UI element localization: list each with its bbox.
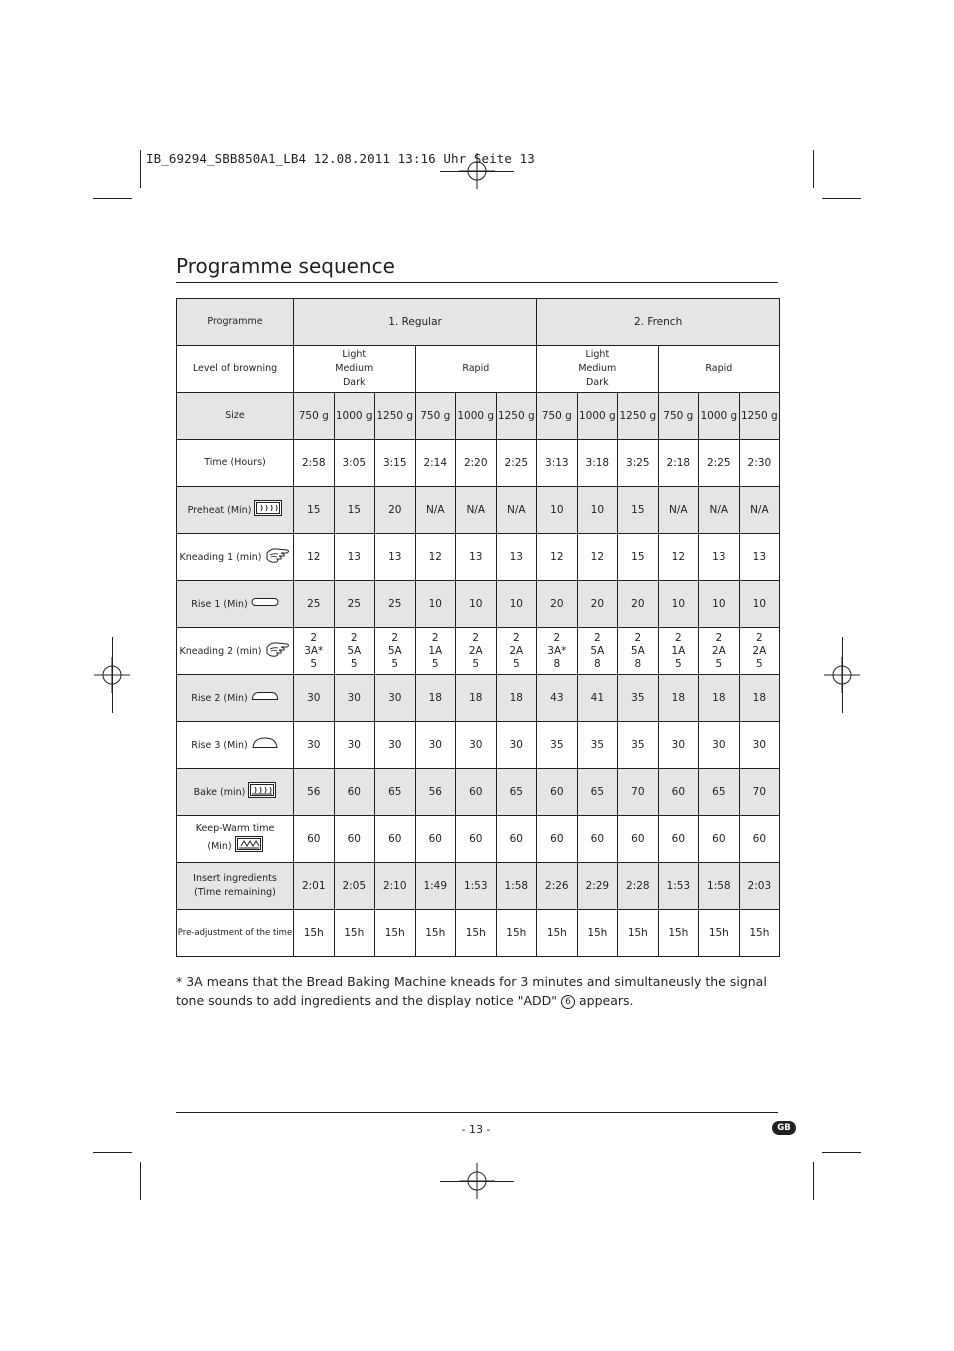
table-cell xyxy=(739,628,780,675)
table-cell: 60 xyxy=(334,769,375,816)
keep-warm-icon xyxy=(235,836,263,857)
table-cell: 2:20 xyxy=(456,440,497,487)
circled-number: 6 xyxy=(561,995,575,1009)
bake-element-icon xyxy=(248,782,276,803)
table-cell: 25 xyxy=(294,581,335,628)
table-cell: 13 xyxy=(456,534,497,581)
size-cell: 750 g xyxy=(537,393,578,440)
table-cell: 1:49 xyxy=(415,863,456,910)
crop-mark xyxy=(93,1152,132,1153)
size-cell: 750 g xyxy=(658,393,699,440)
table-cell: 25 xyxy=(375,581,416,628)
table-cell: 30 xyxy=(739,722,780,769)
table-cell: 30 xyxy=(334,722,375,769)
table-cell xyxy=(496,628,537,675)
row-label xyxy=(177,675,294,722)
table-cell: 30 xyxy=(658,722,699,769)
browning-levels-french xyxy=(537,346,659,393)
table-cell: 10 xyxy=(658,581,699,628)
table-cell: 15 xyxy=(294,487,335,534)
cell-line: 5 xyxy=(431,657,439,670)
table-cell: 30 xyxy=(415,722,456,769)
table-row xyxy=(177,769,780,816)
table-cell: 15h xyxy=(456,910,497,957)
table-cell: 65 xyxy=(699,769,740,816)
table-cell xyxy=(375,628,416,675)
table-cell: 2:05 xyxy=(334,863,375,910)
table-cell: 15 xyxy=(618,534,659,581)
table-row xyxy=(177,581,780,628)
row-label xyxy=(177,581,294,628)
row-label-text: Keep-Warm time xyxy=(195,822,275,834)
crop-mark xyxy=(112,637,113,713)
row-label xyxy=(177,863,294,910)
table-cell: 3:05 xyxy=(334,440,375,487)
table-cell xyxy=(334,628,375,675)
table-cell: 65 xyxy=(577,769,618,816)
table-cell: 12 xyxy=(415,534,456,581)
footer-divider xyxy=(176,1112,778,1113)
size-cell: 1000 g xyxy=(334,393,375,440)
table-cell: 12 xyxy=(658,534,699,581)
size-cell: 1250 g xyxy=(618,393,659,440)
row-label-text: (Time remaining) xyxy=(194,887,276,898)
cell-line: 2A xyxy=(509,644,524,657)
table-cell: 35 xyxy=(618,675,659,722)
table-cell: 13 xyxy=(739,534,780,581)
crop-mark xyxy=(842,637,843,713)
programme-label: Programme xyxy=(177,299,294,346)
table-cell: 10 xyxy=(699,581,740,628)
dough-risen-icon xyxy=(251,737,279,754)
footnote xyxy=(176,972,786,1010)
table-cell: 60 xyxy=(456,816,497,863)
table-row xyxy=(177,910,780,957)
row-label-text: Rise 2 (Min) xyxy=(191,692,248,704)
table-cell: 35 xyxy=(537,722,578,769)
table-cell: N/A xyxy=(658,487,699,534)
table-cell: 1:58 xyxy=(496,863,537,910)
table-cell: 60 xyxy=(537,816,578,863)
dough-flat-icon xyxy=(251,596,279,613)
cell-line: 5 xyxy=(472,657,480,670)
table-cell: 18 xyxy=(658,675,699,722)
row-label-text: Kneading 2 (min) xyxy=(179,645,262,657)
crop-mark xyxy=(140,150,141,188)
table-cell: N/A xyxy=(739,487,780,534)
size-cell: 1250 g xyxy=(496,393,537,440)
size-cell: 1000 g xyxy=(456,393,497,440)
row-label xyxy=(177,816,294,863)
table-cell: 20 xyxy=(537,581,578,628)
table-cell: 30 xyxy=(375,722,416,769)
table-cell: 60 xyxy=(537,769,578,816)
row-label xyxy=(177,769,294,816)
table-cell: 2:26 xyxy=(537,863,578,910)
table-cell: 60 xyxy=(618,816,659,863)
table-cell: 1:53 xyxy=(456,863,497,910)
kneading-hands-icon xyxy=(265,640,291,663)
browning-dark: Dark xyxy=(586,377,609,388)
table-cell: 2:29 xyxy=(577,863,618,910)
cell-line: 2 xyxy=(756,631,763,644)
table-cell: 13 xyxy=(375,534,416,581)
table-cell: 60 xyxy=(334,816,375,863)
row-label-text: Insert ingredients xyxy=(193,873,277,884)
browning-rapid-regular: Rapid xyxy=(415,346,537,393)
table-cell: 60 xyxy=(415,816,456,863)
table-row xyxy=(177,816,780,863)
table-cell: 35 xyxy=(577,722,618,769)
table-cell: 60 xyxy=(699,816,740,863)
size-cell: 1250 g xyxy=(375,393,416,440)
browning-row xyxy=(177,346,780,393)
cell-line: 2 xyxy=(634,631,642,644)
cell-line: 1A xyxy=(671,644,686,657)
table-cell: 15h xyxy=(699,910,740,957)
table-cell: 65 xyxy=(496,769,537,816)
table-cell: N/A xyxy=(699,487,740,534)
table-cell: 18 xyxy=(456,675,497,722)
row-label-text: Kneading 1 (min) xyxy=(179,551,262,563)
table-cell: 12 xyxy=(537,534,578,581)
cell-line: 1A xyxy=(428,644,443,657)
table-row xyxy=(177,628,780,675)
table-cell: 18 xyxy=(739,675,780,722)
table-cell: 15h xyxy=(618,910,659,957)
cell-line: 5 xyxy=(350,657,358,670)
table-cell: 30 xyxy=(699,722,740,769)
table-cell: 20 xyxy=(618,581,659,628)
row-label xyxy=(177,487,294,534)
crop-mark xyxy=(813,150,814,188)
size-row xyxy=(177,393,780,440)
table-cell: 18 xyxy=(496,675,537,722)
crop-mark xyxy=(822,1152,861,1153)
table-cell: 30 xyxy=(294,722,335,769)
browning-dark: Dark xyxy=(342,377,366,388)
row-label xyxy=(177,440,294,487)
cell-line: 8 xyxy=(553,657,561,670)
table-cell: N/A xyxy=(415,487,456,534)
table-cell: 12 xyxy=(577,534,618,581)
table-cell: 30 xyxy=(496,722,537,769)
language-badge: GB xyxy=(772,1121,796,1135)
table-cell: 15h xyxy=(375,910,416,957)
table-cell: 60 xyxy=(375,816,416,863)
cell-line: 2A xyxy=(752,644,767,657)
table-row xyxy=(177,675,780,722)
cell-line: 5 xyxy=(310,657,318,670)
table-cell: 3:18 xyxy=(577,440,618,487)
crop-mark xyxy=(93,198,132,199)
cell-line: 5A xyxy=(347,644,362,657)
table-cell: 60 xyxy=(658,816,699,863)
table-cell: 10 xyxy=(577,487,618,534)
table-cell: 15 xyxy=(618,487,659,534)
size-label: Size xyxy=(177,393,294,440)
cell-line: 5 xyxy=(391,657,399,670)
table-cell: 60 xyxy=(577,816,618,863)
table-cell xyxy=(577,628,618,675)
row-label-text: Bake (min) xyxy=(193,786,246,798)
cell-line: 3A* xyxy=(304,644,324,657)
cell-line: 2A xyxy=(711,644,726,657)
crop-mark xyxy=(822,198,861,199)
row-label-text: Pre-adjustment of the time xyxy=(177,928,293,938)
programme-row xyxy=(177,299,780,346)
kneading-hands-icon xyxy=(265,546,291,569)
cell-line: 5 xyxy=(512,657,520,670)
crop-mark xyxy=(440,171,514,172)
table-cell: 30 xyxy=(375,675,416,722)
browning-medium: Medium xyxy=(578,363,617,374)
crop-mark xyxy=(813,1162,814,1200)
size-cell: 1000 g xyxy=(577,393,618,440)
table-cell: 15h xyxy=(334,910,375,957)
cell-line: 5A xyxy=(387,644,402,657)
table-row xyxy=(177,863,780,910)
row-label xyxy=(177,722,294,769)
row-label xyxy=(177,534,294,581)
table-cell: N/A xyxy=(496,487,537,534)
size-cell: 1250 g xyxy=(739,393,780,440)
table-cell: 60 xyxy=(294,816,335,863)
cell-line: 2 xyxy=(391,631,399,644)
table-cell: 10 xyxy=(456,581,497,628)
table-cell: 10 xyxy=(739,581,780,628)
table-cell: 15h xyxy=(294,910,335,957)
browning-levels-regular xyxy=(294,346,416,393)
table-cell xyxy=(456,628,497,675)
cell-line: 8 xyxy=(634,657,642,670)
table-cell: 15 xyxy=(334,487,375,534)
table-cell: 3:15 xyxy=(375,440,416,487)
table-row xyxy=(177,722,780,769)
table-cell: 56 xyxy=(415,769,456,816)
browning-light: Light xyxy=(585,349,610,360)
table-cell: 30 xyxy=(294,675,335,722)
table-cell: 3:25 xyxy=(618,440,659,487)
cell-line: 2 xyxy=(593,631,601,644)
table-cell: 2:58 xyxy=(294,440,335,487)
table-cell: 1:58 xyxy=(699,863,740,910)
table-cell: 2:03 xyxy=(739,863,780,910)
programme-french: 2. French xyxy=(537,299,780,346)
table-cell: 30 xyxy=(334,675,375,722)
table-cell: 3:13 xyxy=(537,440,578,487)
cell-line: 2A xyxy=(468,644,483,657)
table-cell: 35 xyxy=(618,722,659,769)
row-label xyxy=(177,628,294,675)
table-cell: 10 xyxy=(496,581,537,628)
table-cell: 60 xyxy=(658,769,699,816)
cell-line: 8 xyxy=(593,657,601,670)
table-cell: 2:25 xyxy=(496,440,537,487)
cell-line: 5 xyxy=(715,657,723,670)
table-cell: 13 xyxy=(699,534,740,581)
page-title: Programme sequence xyxy=(176,254,395,278)
footnote-text: * 3A means that the Bread Baking Machine kneads for 3 minutes and simultaneusly the signal tone sounds to add ingredients and the display notice "ADD" xyxy=(176,974,767,1008)
table-cell: 60 xyxy=(739,816,780,863)
cell-line: 5 xyxy=(756,657,763,670)
table-cell: 18 xyxy=(699,675,740,722)
table-cell: 2:30 xyxy=(739,440,780,487)
table-cell: 56 xyxy=(294,769,335,816)
table-cell: 15h xyxy=(658,910,699,957)
table-cell: 25 xyxy=(334,581,375,628)
table-cell: 13 xyxy=(496,534,537,581)
size-cell: 1000 g xyxy=(699,393,740,440)
table-cell: 15h xyxy=(415,910,456,957)
table-cell: 12 xyxy=(294,534,335,581)
table-cell: 43 xyxy=(537,675,578,722)
cell-line: 2 xyxy=(350,631,358,644)
heating-element-icon xyxy=(254,500,282,521)
print-header: IB_69294_SBB850A1_LB4 12.08.2011 13:16 Uhr Seite 13 xyxy=(146,151,535,166)
cell-line: 2 xyxy=(674,631,682,644)
table-row xyxy=(177,487,780,534)
table-cell: N/A xyxy=(456,487,497,534)
table-cell: 15h xyxy=(537,910,578,957)
table-row xyxy=(177,440,780,487)
programme-table xyxy=(176,298,780,957)
table-cell: 1:53 xyxy=(658,863,699,910)
cell-line: 2 xyxy=(715,631,723,644)
table-cell: 70 xyxy=(618,769,659,816)
cell-line: 3A* xyxy=(547,644,567,657)
table-cell: 60 xyxy=(456,769,497,816)
table-cell: 2:01 xyxy=(294,863,335,910)
table-cell: 15h xyxy=(496,910,537,957)
table-cell xyxy=(658,628,699,675)
crop-mark xyxy=(140,1162,141,1200)
cell-line: 2 xyxy=(310,631,318,644)
dough-rising-icon xyxy=(251,690,279,707)
row-label-text: Rise 1 (Min) xyxy=(191,598,248,610)
table-cell xyxy=(537,628,578,675)
table-cell: 15h xyxy=(577,910,618,957)
footnote-text-end: appears. xyxy=(578,993,634,1008)
table-cell xyxy=(699,628,740,675)
table-cell: 2:28 xyxy=(618,863,659,910)
table-cell: 70 xyxy=(739,769,780,816)
cell-line: 5A xyxy=(630,644,645,657)
table-cell: 10 xyxy=(537,487,578,534)
table-cell: 13 xyxy=(334,534,375,581)
row-label-text: Rise 3 (Min) xyxy=(191,739,248,751)
cell-line: 2 xyxy=(472,631,480,644)
table-cell: 20 xyxy=(577,581,618,628)
table-cell: 30 xyxy=(456,722,497,769)
browning-label: Level of browning xyxy=(177,346,294,393)
cell-line: 2 xyxy=(512,631,520,644)
table-cell: 20 xyxy=(375,487,416,534)
table-cell xyxy=(415,628,456,675)
crop-mark xyxy=(440,1181,514,1182)
cell-line: 5A xyxy=(590,644,605,657)
size-cell: 750 g xyxy=(294,393,335,440)
programme-regular: 1. Regular xyxy=(294,299,537,346)
table-cell: 2:10 xyxy=(375,863,416,910)
size-cell: 750 g xyxy=(415,393,456,440)
table-cell: 2:18 xyxy=(658,440,699,487)
row-label-text: (Min) xyxy=(207,840,232,852)
cell-line: 5 xyxy=(674,657,682,670)
table-cell: 41 xyxy=(577,675,618,722)
table-cell: 10 xyxy=(415,581,456,628)
row-label-text: Time (Hours) xyxy=(204,457,266,468)
row-label xyxy=(177,910,294,957)
table-cell: 15h xyxy=(739,910,780,957)
browning-medium: Medium xyxy=(335,363,374,374)
table-cell xyxy=(618,628,659,675)
table-cell: 2:25 xyxy=(699,440,740,487)
table-row xyxy=(177,534,780,581)
table-cell xyxy=(294,628,335,675)
table-cell: 65 xyxy=(375,769,416,816)
browning-light: Light xyxy=(342,349,367,360)
browning-rapid-french: Rapid xyxy=(658,346,780,393)
table-cell: 2:14 xyxy=(415,440,456,487)
title-divider xyxy=(176,282,778,283)
row-label-text: Preheat (Min) xyxy=(187,504,252,516)
page-number: - 13 - xyxy=(461,1123,491,1136)
table-cell: 60 xyxy=(496,816,537,863)
cell-line: 2 xyxy=(553,631,561,644)
table-cell: 18 xyxy=(415,675,456,722)
cell-line: 2 xyxy=(431,631,439,644)
